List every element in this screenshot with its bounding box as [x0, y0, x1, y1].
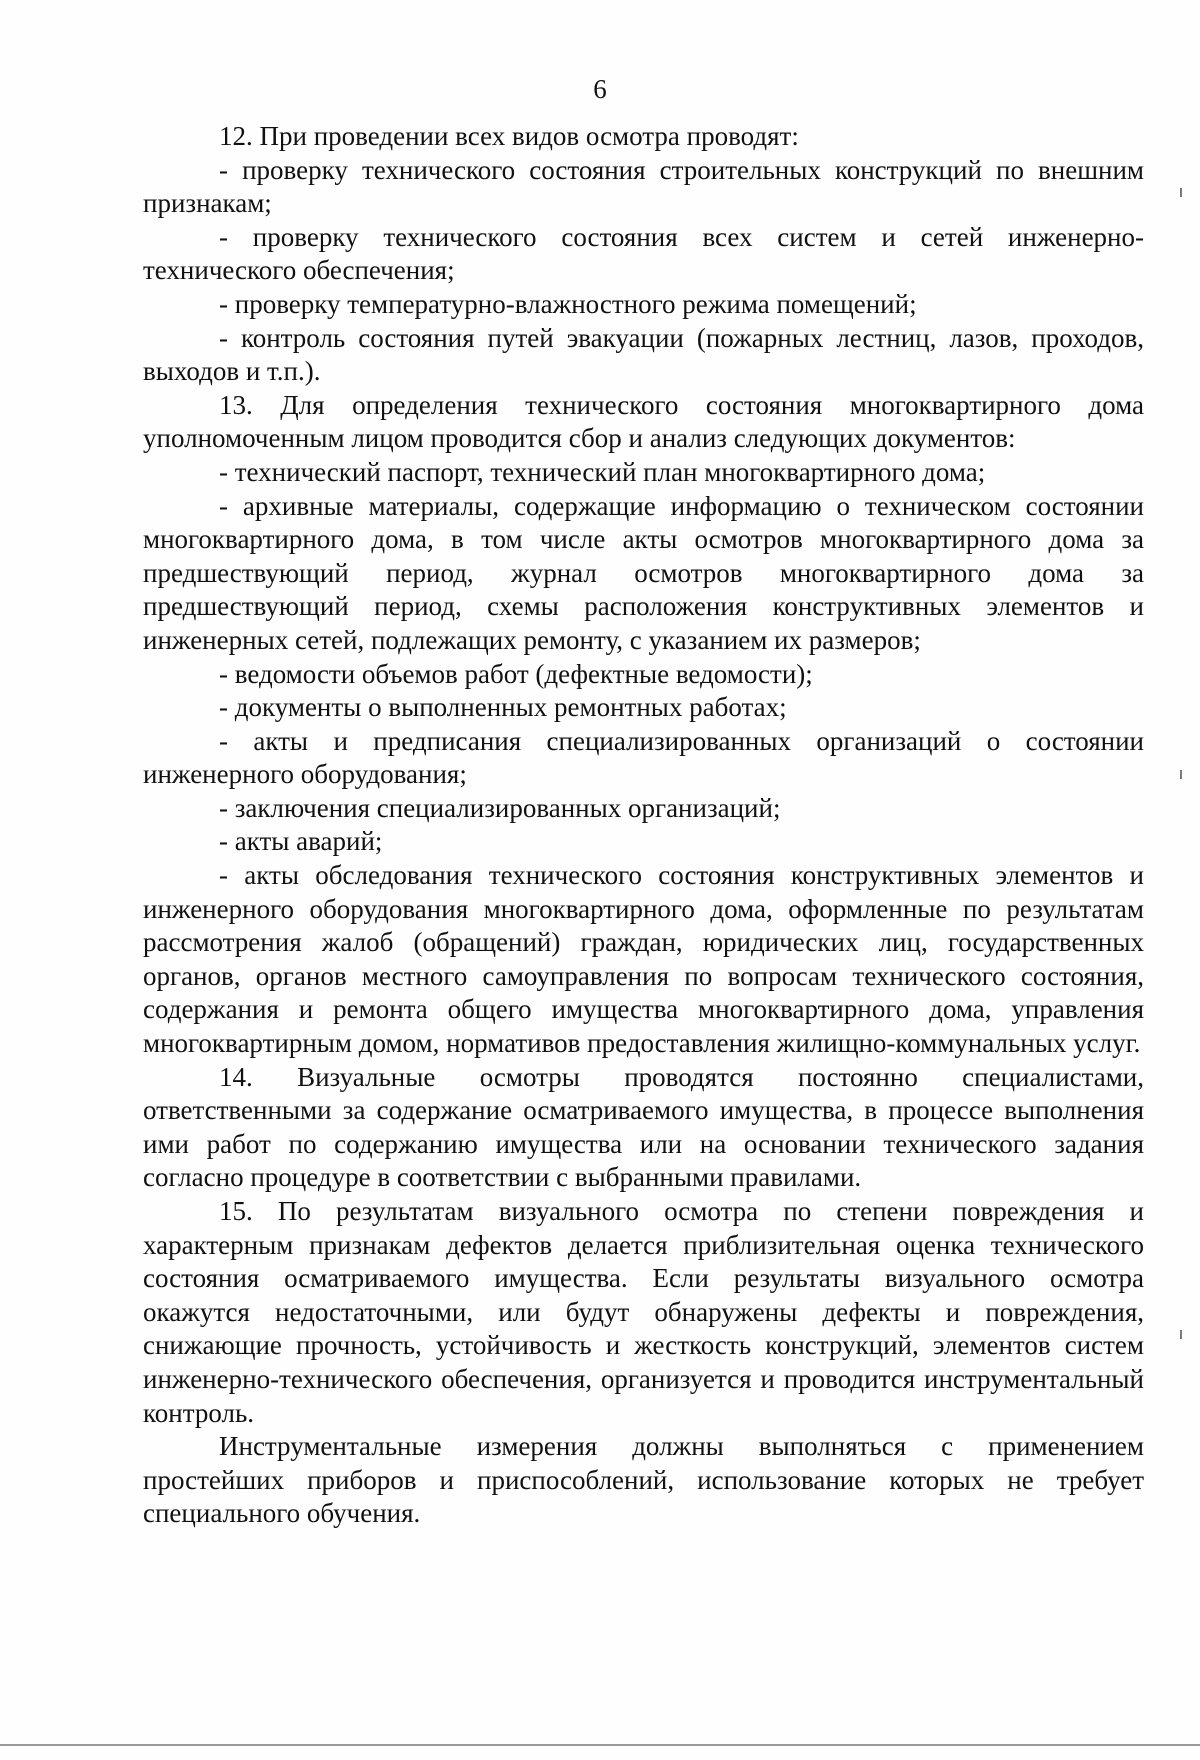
list-item: - заключения специализированных организаций;: [219, 792, 781, 823]
page-number: 6: [593, 74, 607, 104]
page-edge-line: [0, 1744, 1200, 1746]
list-item: - ведомости объемов работ (дефектные ведомости);: [219, 658, 813, 689]
paragraph-12: 12. При проведении всех видов осмотра проводят:: [219, 121, 799, 151]
scan-mark: [1180, 770, 1182, 779]
list-item: - контроль состояния путей эвакуации (пожарных лестниц, лазов, проходов, выходов и т.п.).: [143, 322, 1144, 387]
list-item: - акты и предписания специализированных организаций о состоянии инженерного оборудования;: [143, 725, 1144, 790]
scan-mark: [1180, 1330, 1182, 1339]
list-item: - документы о выполненных ремонтных работах;: [219, 692, 787, 723]
list-item: - проверку технического состояния всех систем и сетей инженерно-технического обеспечения;: [143, 221, 1144, 286]
paragraph-14: 14. Визуальные осмотры проводятся постоянно специалистами, ответственными за содержание осматриваемого имущества, в процессе выполнения ими работ по содержанию имущества или на основании технического задания согласно процедуре в соответствии с выбранными правилами.: [143, 1061, 1144, 1193]
paragraph-15: 15. По результатам визуального осмотра по степени повреждения и характерным признакам дефектов делается приблизительная оценка технического состояния осматриваемого имущества. Если результаты визуального осмотра окажутся недостаточными, или будут обнаружены дефекты и повреждения, снижающие прочность, устойчивость и жесткость конструкций, элементов систем инженерно-технического обеспечения, организуется и проводится инструментальный контроль.: [143, 1196, 1144, 1428]
scan-mark: [1180, 188, 1182, 197]
list-item: - технический паспорт, технический план многоквартирного дома;: [219, 456, 986, 487]
list-item: - акты обследования технического состояния конструктивных элементов и инженерного оборудования многоквартирного дома, оформленные по результатам рассмотрения жалоб (обращений) граждан, юридических лиц, государственных органов, органов местного самоуправления по вопросам технического состояния, содержания и ремонта общего имущества многоквартирного дома, управления многоквартирным домом, нормативов предоставления жилищно-коммунальных услуг.: [143, 860, 1144, 1059]
list-item: - проверку технического состояния строительных конструкций по внешним признакам;: [143, 154, 1144, 219]
list-item: - проверку температурно-влажностного режима помещений;: [219, 288, 917, 319]
list-item: - акты аварий;: [219, 826, 383, 857]
paragraph-instrumental: Инструментальные измерения должны выполняться с применением простейших приборов и приспособлений, использование которых не требует специального обучения.: [143, 1431, 1144, 1529]
paragraph-13: 13. Для определения технического состояния многоквартирного дома уполномоченным лицом проводится сбор и анализ следующих документов:: [143, 389, 1144, 454]
list-item: - архивные материалы, содержащие информацию о техническом состоянии многоквартирного дома, в том числе акты осмотров многоквартирного дома за предшествующий период, журнал осмотров многоквартирного дома за предшествующий период, схемы расположения конструктивных элементов и инженерных сетей, подлежащих ремонту, с указанием их размеров;: [143, 490, 1144, 655]
document-body: [143, 120, 1144, 1531]
